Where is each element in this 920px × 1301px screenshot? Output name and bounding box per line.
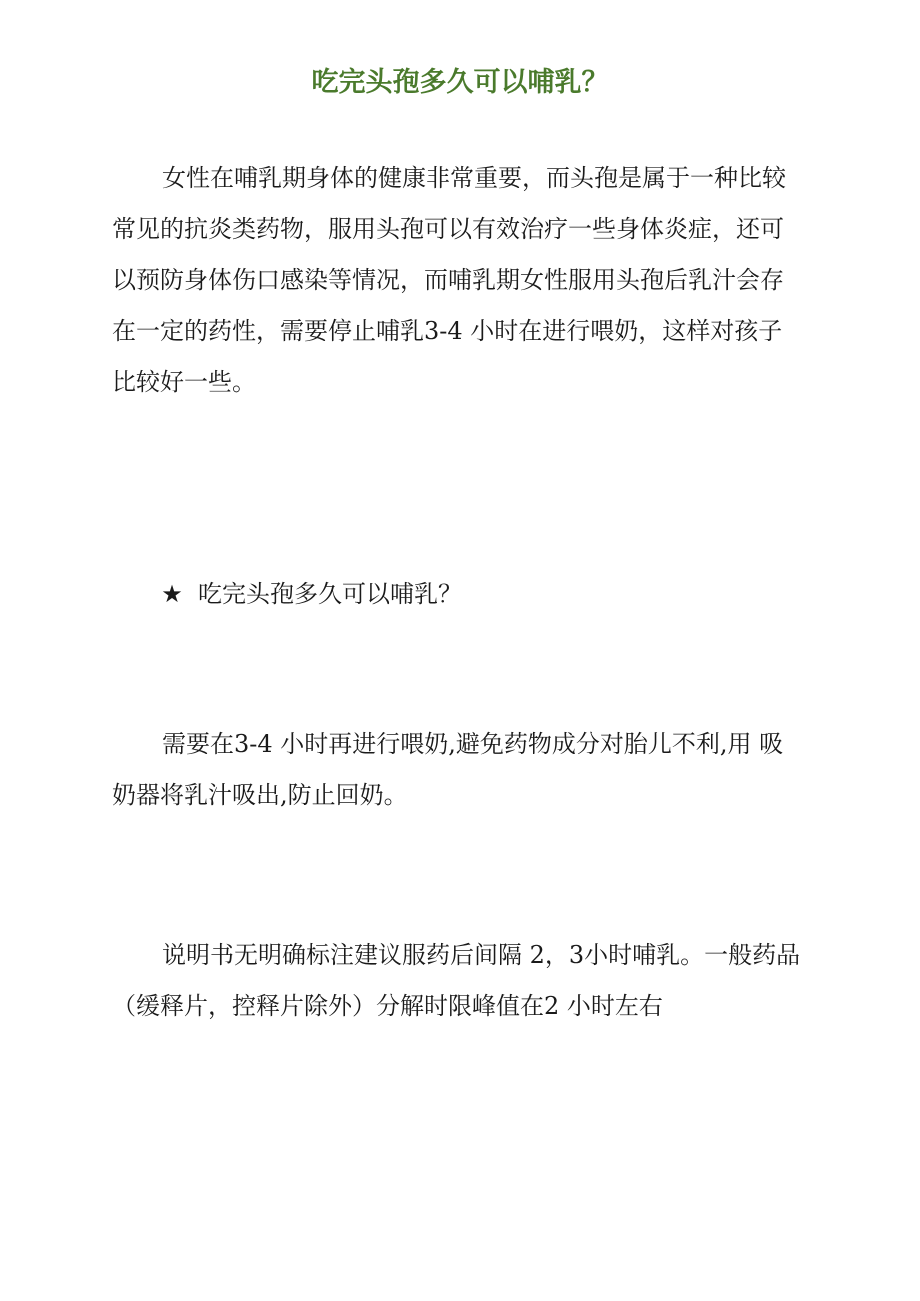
page-title: 吃完头孢多久可以哺乳？ <box>311 67 609 98</box>
section-heading-text: 吃完头孢多久可以哺乳？ <box>198 580 462 608</box>
intro-paragraph: 女性在哺乳期身体的健康非常重要，而头孢是属于一种比较常见的抗炎类药物，服用头孢可以有效治疗一些身体炎症，还可以预防身体伤口感染等情况，而哺乳期女性服用头孢后乳汁会存在一定的药性，需要停止哺乳3-4 小时在进行喂奶，这样对孩子比较好一些。 <box>112 164 786 396</box>
answer-paragraph: 需要在3-4 小时再进行喂奶,避免药物成分对胎儿不利,用 吸奶器将乳汁吸出,防止回奶。 <box>112 730 784 809</box>
section-heading <box>160 576 462 612</box>
note-paragraph: 说明书无明确标注建议服药后间隔 2，3小时哺乳。一般药品（缓释片，控释片除外）分解时限峰值在2 小时左右 <box>112 941 801 1020</box>
star-icon: ★ <box>161 580 183 608</box>
